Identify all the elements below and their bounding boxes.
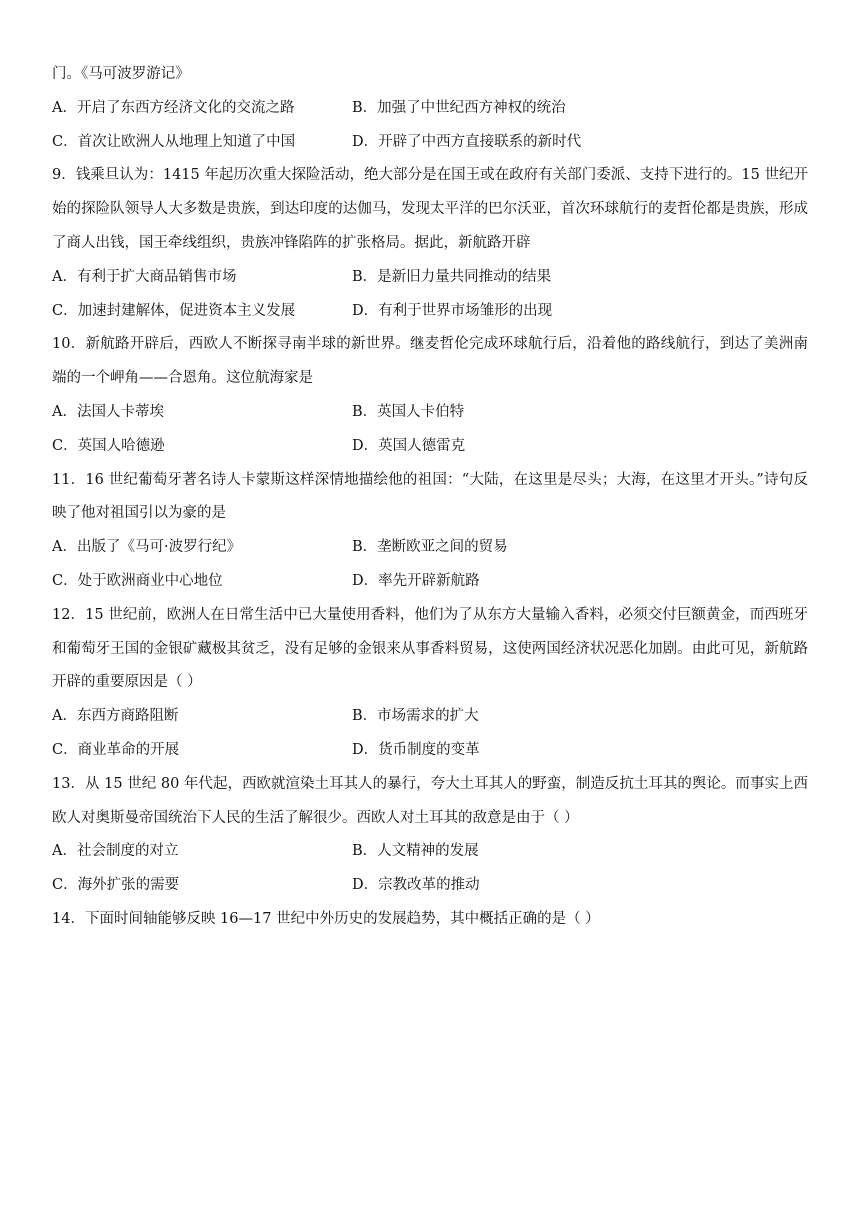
- q10-option-d: D．英国人德雷克: [352, 437, 466, 454]
- q11-option-a: A．出版了《马可·波罗行纪》: [52, 539, 242, 556]
- question-13-stem: 13．从 15 世纪 80 年代起，西欧就渲染土耳其人的暴行，夸大土耳其人的野蛮，制造反抗土耳其的舆论。而事实上西欧人对奥斯曼帝国统治下人民的生活了解很少。西欧人对土耳其的敌意是由于（ ）: [52, 775, 808, 826]
- question-8-options-row-2: [52, 126, 808, 160]
- question-12-options-row-1: [52, 700, 808, 734]
- question-10-options-row-1: [52, 396, 808, 430]
- q8-option-a: A．开启了东西方经济文化的交流之路: [52, 99, 295, 116]
- question-11-stem: 11．16 世纪葡萄牙著名诗人卡蒙斯这样深情地描绘他的祖国：“大陆，在这里是尽头；大海，在这里才开头。”诗句反映了他对祖国引以为豪的是: [52, 471, 808, 522]
- question-10-stem: 10．新航路开辟后，西欧人不断探寻南半球的新世界。继麦哲伦完成环球航行后，沿着他的路线航行，到达了美洲南端的一个岬角——合恩角。这位航海家是: [52, 336, 808, 387]
- q12-option-a: A．东西方商路阻断: [52, 708, 179, 725]
- q13-option-c: C．海外扩张的需要: [52, 877, 180, 894]
- q9-option-d: D．有利于世界市场雏形的出现: [352, 302, 553, 319]
- question-9-stem: 9．钱乘旦认为：1415 年起历次重大探险活动，绝大部分是在国王或在政府有关部门委派、支持下进行的。15 世纪开始的探险队领导人大多数是贵族，到达印度的达伽马，发现太平洋的巴尔沃亚，首次环球航行的麦哲伦都是贵族，形成了商人出钱，国王牵线组织，贵族冲锋陷阵的扩张格局。据此，新航路开辟: [52, 167, 808, 251]
- question-10-options-row-2: [52, 430, 808, 464]
- question-9-options-row-2: [52, 295, 808, 329]
- q13-option-a: A．社会制度的对立: [52, 843, 179, 860]
- question-8-options-row-1: [52, 92, 808, 126]
- q10-option-a: A．法国人卡蒂埃: [52, 403, 164, 420]
- q8-option-b: B．加强了中世纪西方神权的统治: [352, 99, 566, 116]
- q10-option-b: B．英国人卡伯特: [352, 403, 465, 420]
- q12-option-d: D．货币制度的变革: [352, 741, 480, 758]
- q9-option-b: B．是新旧力量共同推动的结果: [352, 268, 552, 285]
- question-11-options-row-1: [52, 531, 808, 565]
- question-9-options-row-1: [52, 261, 808, 295]
- q12-option-c: C．商业革命的开展: [52, 741, 180, 758]
- q13-option-d: D．宗教改革的推动: [352, 877, 480, 894]
- q11-option-b: B．垄断欧亚之间的贸易: [352, 539, 508, 556]
- question-13-options-row-2: [52, 869, 808, 903]
- question-13-options-row-1: [52, 835, 808, 869]
- question-14-stem: 14．下面时间轴能够反映 16—17 世纪中外历史的发展趋势，其中概括正确的是（ ）: [52, 910, 600, 927]
- q8-option-d: D．开辟了中西方直接联系的新时代: [352, 133, 582, 150]
- question-8-continuation: 门。《马可波罗游记》: [52, 66, 190, 82]
- q10-option-c: C．英国人哈德逊: [52, 437, 165, 454]
- q12-option-b: B．市场需求的扩大: [352, 708, 479, 725]
- question-12-options-row-2: [52, 734, 808, 768]
- q9-option-a: A．有利于扩大商品销售市场: [52, 268, 237, 285]
- q11-option-c: C．处于欧洲商业中心地位: [52, 572, 223, 589]
- question-12-stem: 12．15 世纪前，欧洲人在日常生活中已大量使用香料，他们为了从东方大量输入香料，必须交付巨额黄金，而西班牙和葡萄牙王国的金银矿藏极其贫乏，没有足够的金银来从事香料贸易，这使两国经济状况恶化加剧。由此可见，新航路开辟的重要原因是（ ）: [52, 606, 808, 691]
- q9-option-c: C．加速封建解体，促进资本主义发展: [52, 302, 296, 319]
- q11-option-d: D．率先开辟新航路: [352, 572, 480, 589]
- question-11-options-row-2: [52, 565, 808, 599]
- q8-option-c: C．首次让欧洲人从地理上知道了中国: [52, 133, 296, 150]
- q13-option-b: B．人文精神的发展: [352, 843, 479, 860]
